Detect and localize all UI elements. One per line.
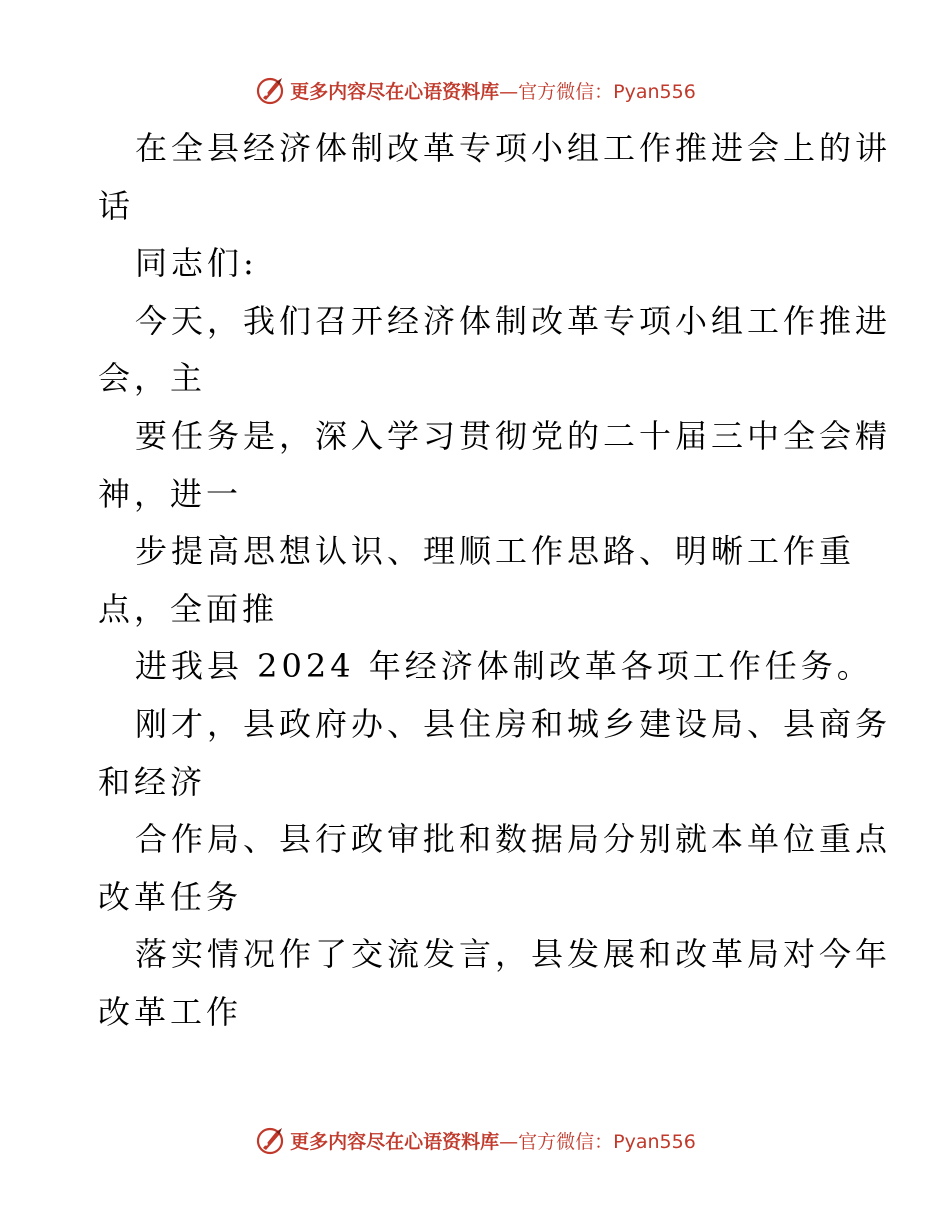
doc-line: 话 bbox=[98, 186, 135, 225]
header-watermark-dash: — bbox=[499, 80, 519, 103]
header-watermark-text bbox=[290, 77, 696, 104]
doc-line: 合作局、县行政审批和数据局分别就本单位重点 bbox=[135, 820, 892, 859]
footer-watermark-sub: 官方微信：Pyan556 bbox=[518, 1130, 696, 1153]
header-watermark-main: 更多内容尽在心语资料库 bbox=[290, 80, 500, 103]
doc-line: 步提高思想认识、理顺工作思路、明晰工作重 bbox=[135, 532, 856, 571]
footer-watermark bbox=[0, 1120, 950, 1160]
doc-line: 改革工作 bbox=[98, 992, 243, 1031]
doc-line: 落实情况作了交流发言，县发展和改革局对今年 bbox=[135, 935, 892, 974]
doc-line: 改革任务 bbox=[98, 877, 243, 916]
quill-pen-logo-icon bbox=[254, 1124, 286, 1156]
document-body bbox=[98, 120, 892, 1042]
doc-line: 在全县经济体制改革专项小组工作推进会上的讲 bbox=[135, 129, 892, 167]
header-watermark-sub: 官方微信：Pyan556 bbox=[518, 80, 696, 103]
doc-line: 今天，我们召开经济体制改革专项小组工作推进 bbox=[135, 301, 892, 340]
footer-watermark-text bbox=[290, 1127, 696, 1154]
footer-watermark-main: 更多内容尽在心语资料库 bbox=[290, 1130, 500, 1153]
doc-line: 进我县 2024 年经济体制改革各项工作任务。 bbox=[135, 647, 873, 686]
doc-line: 同志们: bbox=[135, 244, 258, 283]
doc-line: 要任务是，深入学习贯彻党的二十届三中全会精 bbox=[135, 416, 892, 455]
footer-watermark-dash: — bbox=[499, 1130, 519, 1153]
doc-line: 刚才，县政府办、县住房和城乡建设局、县商务 bbox=[135, 704, 892, 743]
quill-pen-logo-icon bbox=[254, 74, 286, 106]
header-watermark bbox=[0, 70, 950, 110]
doc-line: 和经济 bbox=[98, 762, 207, 801]
doc-line: 会，主 bbox=[98, 359, 207, 398]
doc-line: 神，进一 bbox=[98, 474, 243, 513]
doc-line: 点，全面推 bbox=[98, 589, 279, 628]
